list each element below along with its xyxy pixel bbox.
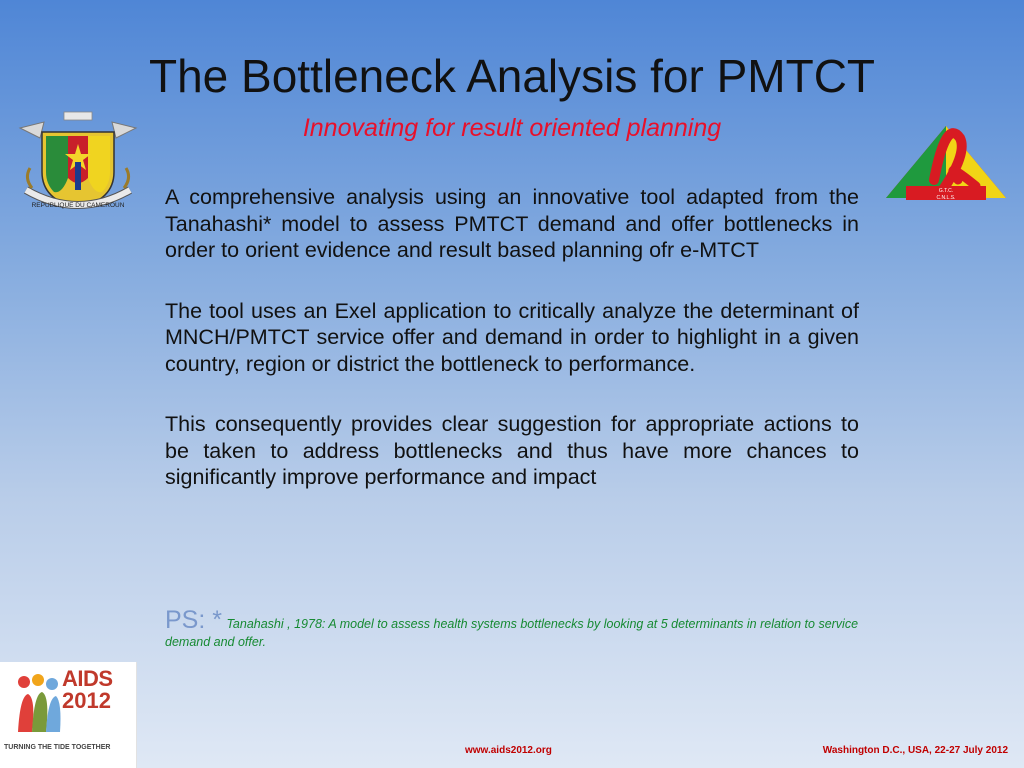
ps-note: Tanahashi , 1978: A model to assess health systems bottlenecks by looking at 5 determinants in relation to service demand and offer.: [165, 617, 859, 649]
aids-figures-icon: [14, 672, 62, 738]
aids-year: 2012: [62, 688, 111, 713]
coat-of-arms-logo: [14, 108, 142, 216]
ps-label: PS: *: [165, 606, 222, 634]
footer-url: www.aids2012.org: [465, 745, 552, 756]
footer-location: Washington D.C., USA, 22-27 July 2012: [822, 745, 1008, 756]
body-paragraph-2: The tool uses an Exel application to critically analyze the determinant of MNCH/PMTCT service offer and demand in order to highlight in a given country, region or district the bottleneck to performance.: [165, 298, 859, 376]
slide-title: The Bottleneck Analysis for PMTCT: [148, 50, 876, 102]
ribbon-logo: [884, 108, 1008, 204]
aids-title: AIDS: [62, 666, 113, 691]
slide-body: [165, 184, 859, 525]
aids-tagline: TURNING THE TIDE TOGETHER: [4, 744, 111, 751]
body-paragraph-1: A comprehensive analysis using an innovative tool adapted from the Tanahashi* model to assess PMTCT demand and offer bottlenecks in order to orient evidence and result based planning ofr e-MTCT: [165, 185, 859, 262]
body-paragraph-3: This consequently provides clear suggestion for appropriate actions to be taken to address bottlenecks and thus have more chances to significantly improve performance and impact: [165, 412, 859, 489]
aids2012-logo: [0, 662, 137, 768]
ps-footnote: [165, 606, 859, 651]
coat-of-arms-lettering: REPUBLIQUE DU CAMEROUN: [31, 202, 125, 209]
ribbon-lettering-1: G.T.C.: [938, 188, 954, 194]
slide-subtitle: Innovating for result oriented planning: [302, 114, 722, 142]
ribbon-lettering-2: C.N.L.S.: [936, 195, 956, 201]
